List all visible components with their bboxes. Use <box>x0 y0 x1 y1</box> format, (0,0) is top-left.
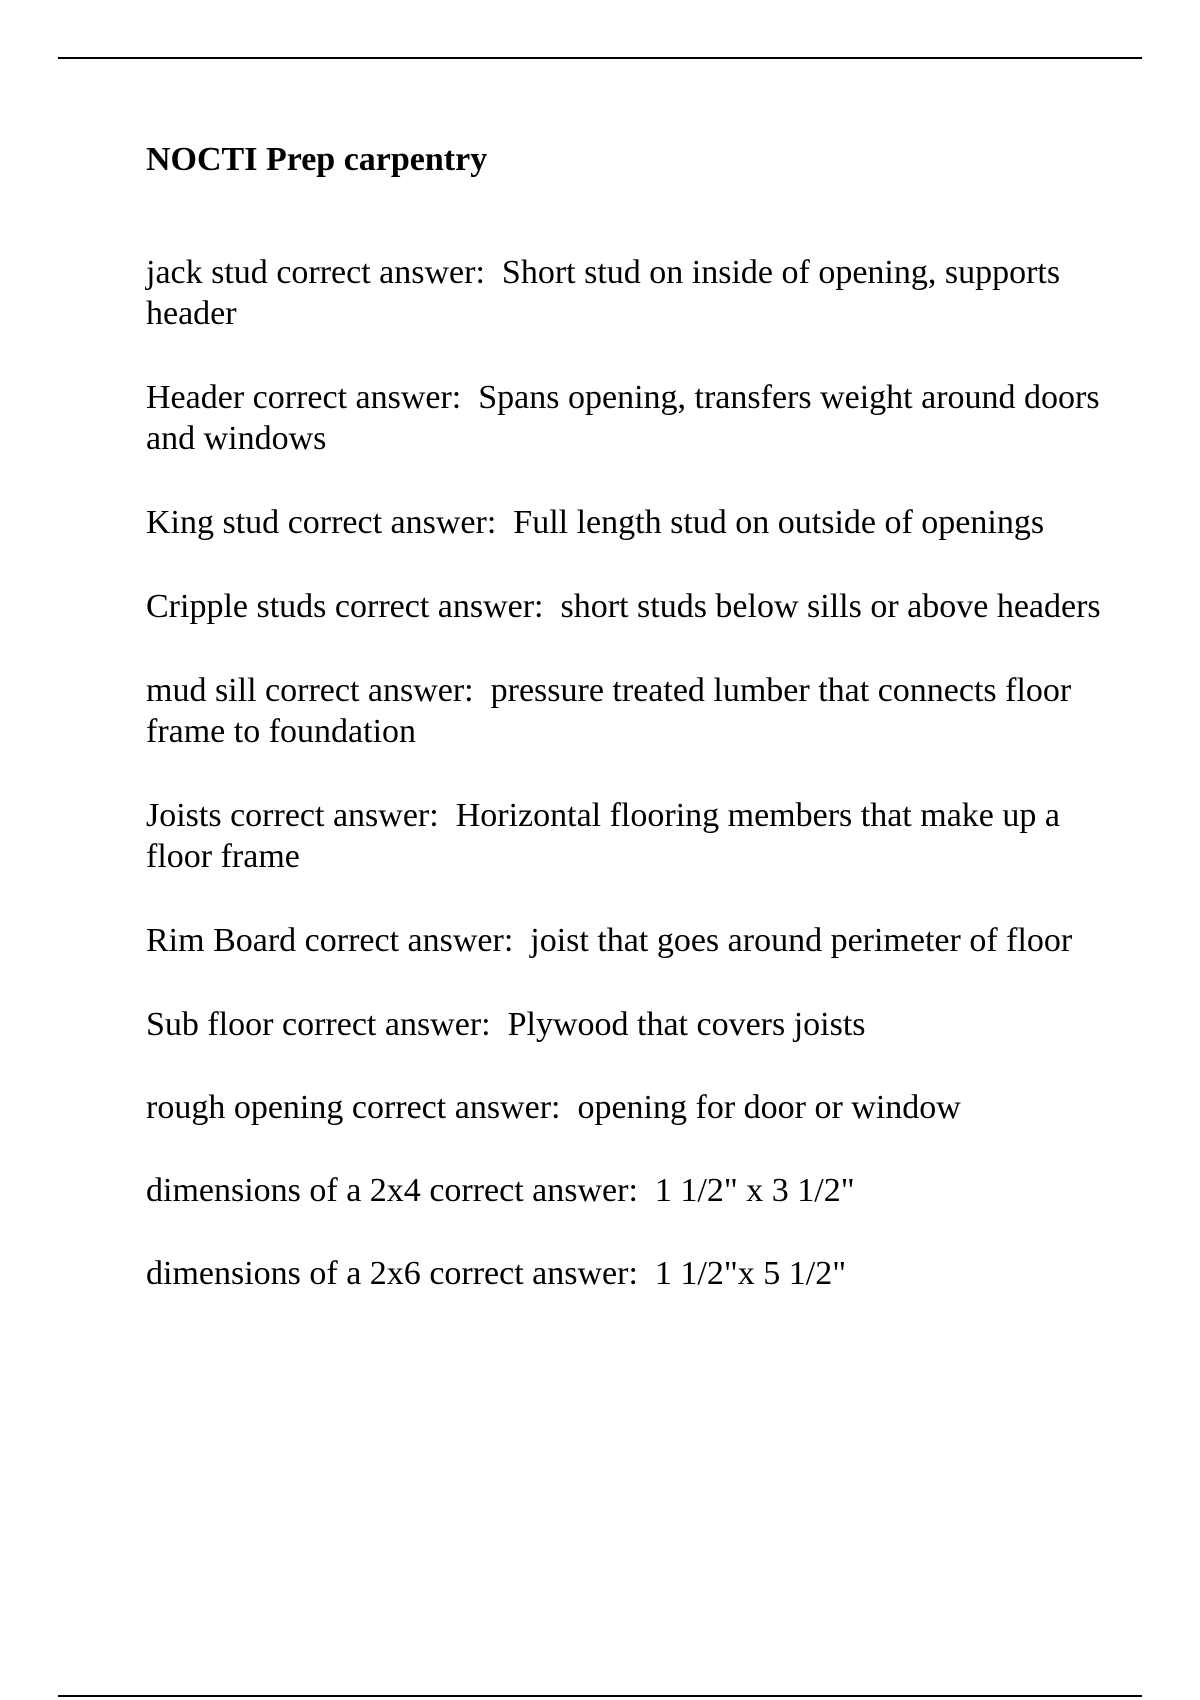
qa-term: Rim Board <box>146 922 297 959</box>
qa-answer: Spans opening, transfers weight around doors and windows <box>146 379 1109 457</box>
qa-item <box>146 795 1106 877</box>
qa-label: correct answer: <box>287 504 497 541</box>
qa-item <box>146 1087 1106 1128</box>
qa-answer: pressure treated lumber that connects floor frame to foundation <box>146 672 1080 750</box>
qa-term: rough opening <box>146 1089 344 1126</box>
qa-answer: Plywood that covers joists <box>507 1006 866 1043</box>
qa-item <box>146 1004 1106 1045</box>
qa-term: Header <box>146 379 245 416</box>
qa-label: correct answer: <box>265 672 474 709</box>
qa-term: jack stud <box>146 254 268 291</box>
qa-label: correct answer: <box>252 379 462 416</box>
qa-separator <box>638 1172 655 1209</box>
qa-answer: Full length stud on outside of openings <box>513 504 1045 541</box>
qa-list <box>146 252 1109 1294</box>
qa-label: correct answer: <box>351 1089 561 1126</box>
qa-separator <box>474 672 491 709</box>
qa-separator <box>439 797 456 834</box>
qa-answer: opening for door or window <box>577 1089 961 1126</box>
qa-item <box>146 670 1106 752</box>
qa-separator <box>491 1006 508 1043</box>
qa-label: correct answer: <box>304 922 514 959</box>
qa-separator <box>560 1089 577 1126</box>
qa-item <box>146 1253 1106 1294</box>
qa-term: Joists <box>146 797 222 834</box>
qa-item <box>146 252 1106 334</box>
document-title: NOCTI Prep carpentry <box>146 141 488 178</box>
qa-answer: joist that goes around perimeter of floor <box>530 922 1073 959</box>
qa-label: correct answer: <box>276 254 485 291</box>
qa-answer: 1 1/2"x 5 1/2" <box>654 1255 847 1292</box>
qa-label: correct answer: <box>429 1255 638 1292</box>
qa-item <box>146 1170 1106 1211</box>
qa-term: dimensions of a 2x6 <box>146 1255 421 1292</box>
qa-label: correct answer: <box>429 1172 638 1209</box>
qa-term: Cripple studs <box>146 588 327 625</box>
top-rule <box>58 57 1142 59</box>
qa-answer: Short stud on inside of opening, supports header <box>146 254 1069 332</box>
qa-term: King stud <box>146 504 280 541</box>
qa-separator <box>485 254 502 291</box>
qa-label: correct answer: <box>282 1006 491 1043</box>
qa-answer: Horizontal flooring members that make up a floor frame <box>146 797 1069 875</box>
qa-label: correct answer: <box>230 797 439 834</box>
qa-term: dimensions of a 2x4 <box>146 1172 421 1209</box>
qa-separator <box>544 588 561 625</box>
qa-item <box>146 502 1106 543</box>
qa-separator <box>513 922 530 959</box>
qa-term: Sub floor <box>146 1006 274 1043</box>
qa-item <box>146 377 1109 459</box>
qa-label: correct answer: <box>334 588 544 625</box>
qa-separator <box>496 504 513 541</box>
qa-item <box>146 920 1106 961</box>
qa-separator <box>638 1255 655 1292</box>
bottom-rule <box>58 1695 1142 1697</box>
qa-answer: short studs below sills or above headers <box>560 588 1101 625</box>
qa-answer: 1 1/2" x 3 1/2" <box>654 1172 855 1209</box>
qa-term: mud sill <box>146 672 257 709</box>
document-body <box>146 140 1109 1336</box>
qa-separator <box>461 379 478 416</box>
qa-item <box>146 586 1106 627</box>
